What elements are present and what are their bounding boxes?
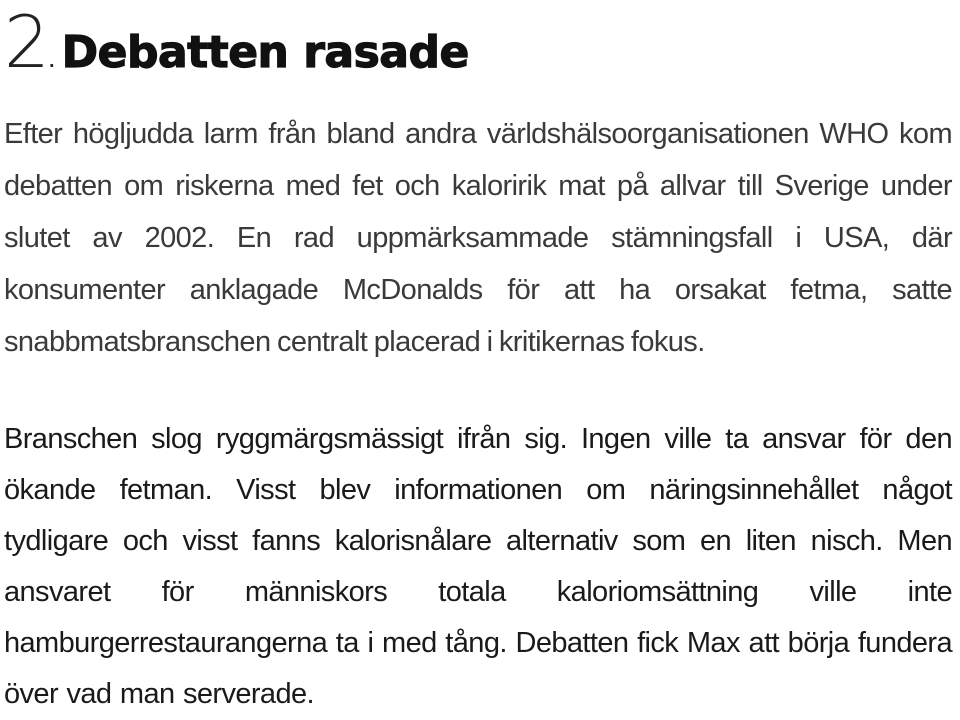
section-number: 2	[4, 0, 48, 84]
section-number-dot: .	[47, 42, 56, 73]
body-paragraph-2: Branschen slog ryggmärgsmässigt ifrån sig. Ingen ville ta ansvar för den ökande fetman. Visst blev informationen om näringsinnehållet något tydligare och visst fanns kalorisnålare alternativ som en liten nisch. Men ansvaret för människors totala kaloriomsättning ville inte hamburgerrestaurangerna ta i med tång. Debatten fick Max att börja fundera över vad man serverade.	[4, 423, 952, 710]
section-title: Debatten rasade	[61, 27, 469, 78]
body-paragraph-1: Efter högljudda larm från bland andra världshälsoorganisationen WHO kom debatten om riskerna med fet och kaloririk mat på allvar till Sverige under slutet av 2002. En rad uppmärksammade stämningsfall i USA, där konsumenter anklagade McDonalds för att ha orsakat fetma, satte snabbmatsbranschen centralt placerad i kritikernas fokus.	[4, 118, 952, 358]
section-heading	[4, 2, 469, 82]
